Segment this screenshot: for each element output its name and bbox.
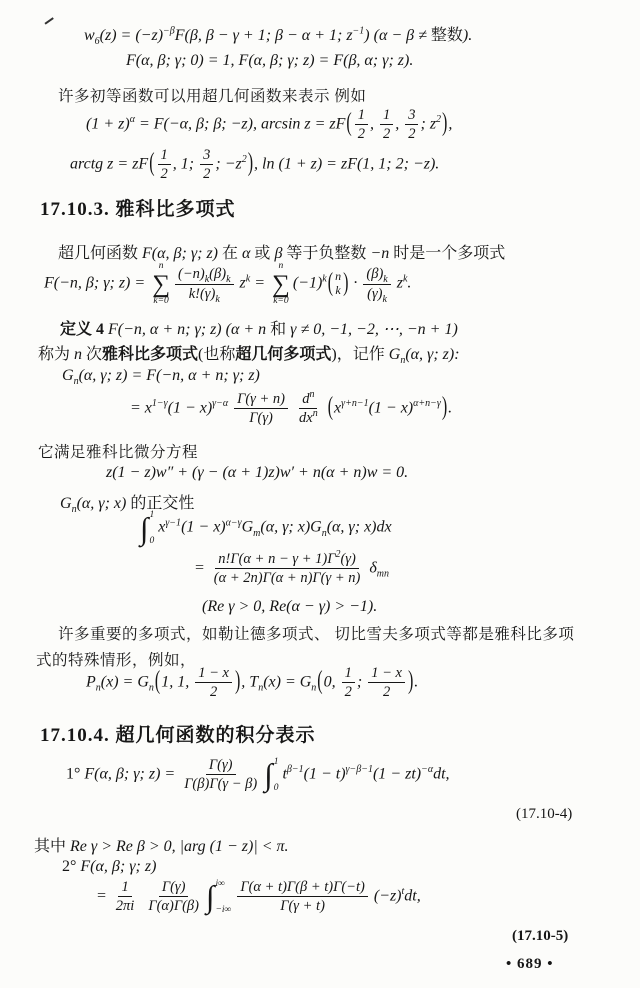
formula-w6-solution: $w_6(z) = (-z)^{-\beta}F(\beta$, β − γ + 1; β − α + 1; $z^{-1}$) (α − β ≠ 整数). xyxy=(84,25,473,48)
paragraph-elementary-intro: 许多初等函数可以用超几何函数来表示 例如 xyxy=(58,88,367,105)
paragraph-special-cases-1: 许多重要的多项式，如勒让德多项式、 切比雪夫多项式等都是雅科比多项 xyxy=(58,626,575,643)
formula-elementary-2: arctg z = zF( $\frac{1}{2}$ , 1; $\frac{3}{2}$ ; $-z^2$), ln (1 + z) = zF(1, 1; 2; −z). xyxy=(70,147,440,183)
equation-number-17-10-4: (17.10-4) xyxy=(516,806,573,822)
scan-artifact xyxy=(44,17,53,24)
paragraph-satisfies-ode: 它满足雅科比微分方程 xyxy=(38,444,199,461)
paragraph-special-cases-2: 式的特殊情形，例如， xyxy=(36,652,197,669)
formula-hypergeometric-sum: F(−n, β; γ; z) = n ∑ k=0 $\frac{(-n)_k(\beta)_k}{k!(\gamma)_k}$ $z^k$ = n ∑ k=0 $(-1)^k$( n k ) · $\frac{(\beta)_k}{(\gamma)_k}$ $z^k$. xyxy=(44,261,412,306)
formula-jacobi-def-1: $G_n(\alpha$, γ; z) = F(−n, α + n; γ; z) xyxy=(62,367,260,388)
formula-jacobi-def-2: = $x^{1-\gamma}(1 - x)^{\gamma-\alpha}$ $\frac{\Gamma(\gamma + n)}{\Gamma(\gamma)}$ $\frac{d^n}{dx^n}$ $(x^{\gamma+n-1}(1 - x)^{\alpha+n-\gamma})$. xyxy=(130,389,453,427)
paragraph-polynomial-intro: 超几何函数 F(α, β; γ; z) 在 α 或 β 等于负整数 −n 时是一个多项式 xyxy=(58,245,506,262)
label-orthogonality: $G_n(\alpha$, γ; x) 的正交性 xyxy=(60,495,195,516)
equation-number-17-10-5: (17.10-5) xyxy=(512,928,569,944)
definition-4-continued: 称为 n 次雅科比多项式(也称超几何多项式)，记作 $G_n(\alpha$, γ; z): xyxy=(38,346,460,367)
formula-f-symmetry: F(α, β; γ; 0) = 1, F(α, β; γ; z) = F(β, α; γ; z). xyxy=(126,52,414,69)
formula-orthogonality-value: = $\frac{n!\Gamma(\alpha + n - \gamma + 1)\Gamma^2(\gamma)}{(\alpha + 2n)\Gamma(\alpha + n)\Gamma(\gamma + n)}$ $\delta_{mn}$ xyxy=(194,549,389,587)
formula-condition-1: 其中 Re γ > Re β > 0, |arg (1 − z)| < π. xyxy=(34,838,289,855)
formula-orthogonality-integral: ∫ 1 0 $x^{\gamma-1}(1 - x)^{\alpha-\gamma}G_m(\alpha$, γ; $x)G_n(\alpha$, γ; x)dx xyxy=(140,510,392,546)
section-heading-17-10-4: 17.10.4. 超几何函数的积分表示 xyxy=(40,725,316,746)
formula-elementary-1: $(1 + z)^\alpha = F(-\alpha$, β; β; −z), arcsin z = zF( $\frac{1}{2}$ , $\frac{1}{2}$ , $\frac{3}{2}$ ; $z^2$), xyxy=(86,107,453,143)
formula-integral-rep-2-head: 2° F(α, β; γ; z) xyxy=(62,858,157,875)
formula-jacobi-ode: z(1 − z)w″ + (γ − (α + 1)z)w′ + n(α + n)w = 0. xyxy=(106,464,409,481)
formula-orthogonality-condition: (Re γ > 0, Re(α − γ) > −1). xyxy=(202,598,378,615)
page-number: • 689 • xyxy=(506,956,554,972)
formula-integral-rep-2: = $\frac{1}{2\pi i}$ $\frac{\Gamma(\gamma)}{\Gamma(\alpha)\Gamma(\beta)}$ ∫ i∞ −i∞ $\frac{\Gamma(\alpha + t)\Gamma(\beta + t)\Gamma(-t)}{\Gamma(\gamma + t)}$ $(-z)^tdt$, xyxy=(96,878,421,915)
formula-legendre-chebyshev: $P_n(x) = G_n(1$, 1, $\frac{1 - x}{2}$ ), $T_n(x) = G_n(0$, $\frac{1}{2}$ ; $\frac{1 - x}{2}$ ). xyxy=(86,665,419,701)
definition-4: 定义 4 F(−n, α + n; γ; z) (α + n 和 γ ≠ 0, −1, −2, ⋯, −n + 1) xyxy=(60,321,458,338)
formula-integral-rep-1: 1° F(α, β; γ; z) = $\frac{\Gamma(\gamma)}{\Gamma(\beta)\Gamma(\gamma - \beta)}$ ∫ 1 0 $t^{\beta-1}(1 - t)^{\gamma-\beta-1}(1 - zt)^{-\alpha}dt$, xyxy=(66,756,450,793)
section-heading-17-10-3: 17.10.3. 雅科比多项式 xyxy=(40,199,236,220)
